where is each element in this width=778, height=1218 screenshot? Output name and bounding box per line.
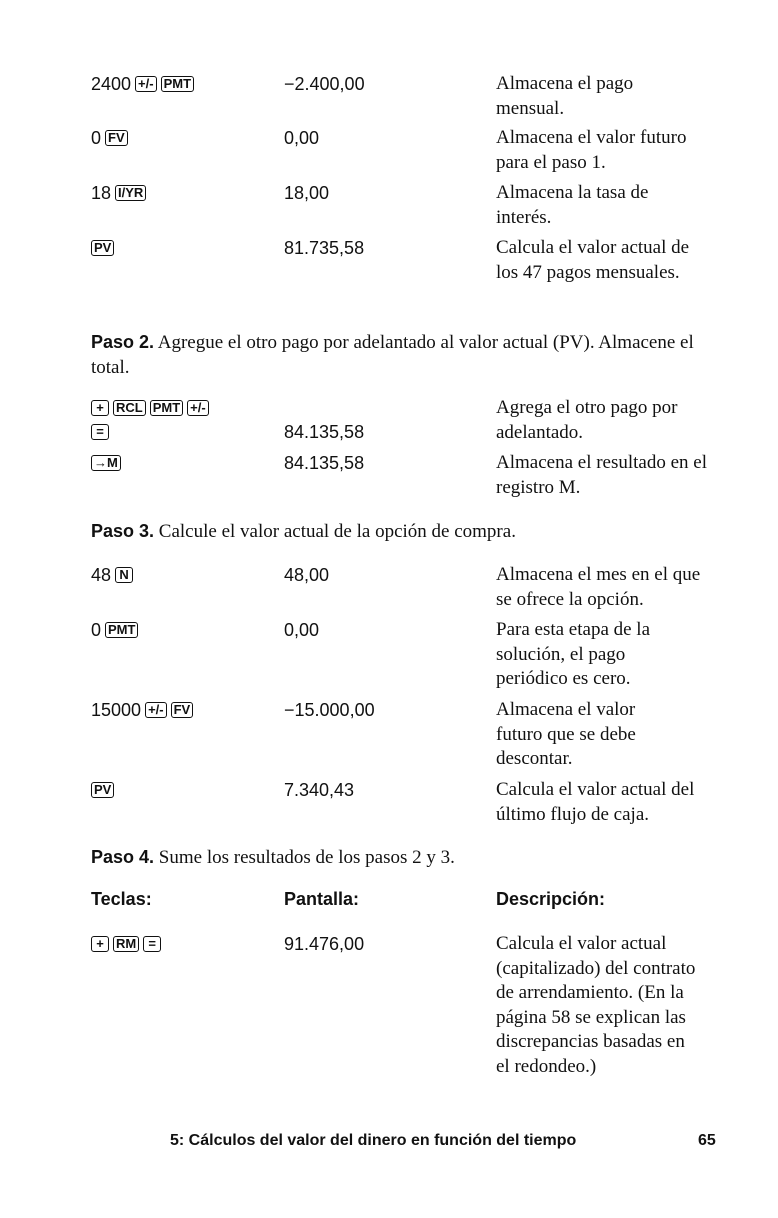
key-number: 18	[91, 183, 112, 203]
step-text: Sume los resultados de los pasos 2 y 3.	[158, 847, 455, 868]
display-value: 84.135,58	[284, 422, 365, 442]
keys-cell	[91, 618, 281, 642]
column-header-display: Pantalla:	[284, 889, 360, 909]
display-value: 81.735,58	[284, 238, 365, 258]
key-number: 0	[91, 128, 102, 148]
description: Almacena el resultado en el registro M.	[496, 452, 708, 498]
step-instruction	[91, 330, 731, 380]
keys-cell	[91, 72, 281, 96]
store-m-key-icon: →M	[91, 455, 121, 471]
key-number: 2400	[91, 74, 132, 94]
plus-minus-key-icon: +/-	[135, 76, 157, 92]
keys-cell	[91, 698, 281, 722]
key-number: 0	[91, 620, 102, 640]
description: Almacena el valor futuro para el paso 1.	[496, 127, 687, 173]
rcl-key-icon: RCL	[113, 400, 146, 416]
description: Calcula el valor actual de los 47 pagos mensuales.	[496, 237, 690, 283]
keys-cell	[91, 396, 281, 420]
display-value: 0,00	[284, 128, 320, 148]
plus-key-icon: +	[91, 400, 109, 416]
plus-minus-key-icon: +/-	[145, 702, 167, 718]
display-value: 7.340,43	[284, 780, 355, 800]
display-value: −15.000,00	[284, 700, 375, 720]
pv-key-icon: PV	[91, 240, 114, 256]
keys-cell	[91, 451, 281, 475]
keys-cell	[91, 126, 281, 150]
page-footer	[170, 1132, 720, 1150]
step-text: Calcule el valor actual de la opción de compra.	[158, 521, 516, 542]
page-number: 65	[698, 1132, 716, 1149]
i-yr-key-icon: I/YR	[115, 185, 146, 201]
rm-key-icon: RM	[113, 936, 139, 952]
description: Calcula el valor actual (capitalizado) del contrato de arrendamiento. (En la página 58 se explican las discrepancias basadas en el redondeo.)	[496, 933, 696, 1077]
description: Almacena el mes en el que se ofrece la opción.	[496, 564, 701, 610]
chapter-title: 5: Cálculos del valor del dinero en función del tiempo	[170, 1132, 577, 1149]
column-header-description: Descripción:	[496, 889, 606, 909]
display-value: 84.135,58	[284, 453, 365, 473]
description: Almacena la tasa de interés.	[496, 182, 649, 228]
keys-cell	[91, 563, 281, 587]
keys-cell	[91, 420, 281, 444]
description: Calcula el valor actual del último flujo de caja.	[496, 779, 695, 825]
keys-cell	[91, 236, 281, 260]
step-text: Agregue el otro pago por adelantado al valor actual (PV). Almacene el total.	[91, 332, 694, 378]
description: Para esta etapa de la solución, el pago periódico es cero.	[496, 619, 651, 689]
keys-cell	[91, 778, 281, 802]
pmt-key-icon: PMT	[150, 400, 183, 416]
display-value: 18,00	[284, 183, 330, 203]
step-instruction	[91, 519, 731, 544]
equals-key-icon: =	[143, 936, 161, 952]
display-value: 48,00	[284, 565, 330, 585]
plus-key-icon: +	[91, 936, 109, 952]
key-number: 48	[91, 565, 112, 585]
pv-key-icon: PV	[91, 782, 114, 798]
equals-key-icon: =	[91, 424, 109, 440]
description: Agrega el otro pago por adelantado.	[496, 397, 678, 443]
description: Almacena el valor futuro que se debe descontar.	[496, 699, 636, 769]
keys-cell	[91, 181, 281, 205]
plus-minus-key-icon: +/-	[187, 400, 209, 416]
n-key-icon: N	[115, 567, 133, 583]
step-label: Paso 2.	[91, 332, 155, 352]
key-number: 15000	[91, 700, 142, 720]
keys-cell	[91, 932, 281, 956]
description: Almacena el pago mensual.	[496, 73, 634, 119]
column-header-keys: Teclas:	[91, 889, 152, 909]
pmt-key-icon: PMT	[161, 76, 194, 92]
step-instruction	[91, 845, 731, 870]
step-label: Paso 4.	[91, 847, 155, 867]
display-value: 91.476,00	[284, 934, 365, 954]
fv-key-icon: FV	[105, 130, 128, 146]
display-value: −2.400,00	[284, 74, 365, 94]
pmt-key-icon: PMT	[105, 622, 138, 638]
display-value: 0,00	[284, 620, 320, 640]
fv-key-icon: FV	[171, 702, 194, 718]
step-label: Paso 3.	[91, 521, 155, 541]
